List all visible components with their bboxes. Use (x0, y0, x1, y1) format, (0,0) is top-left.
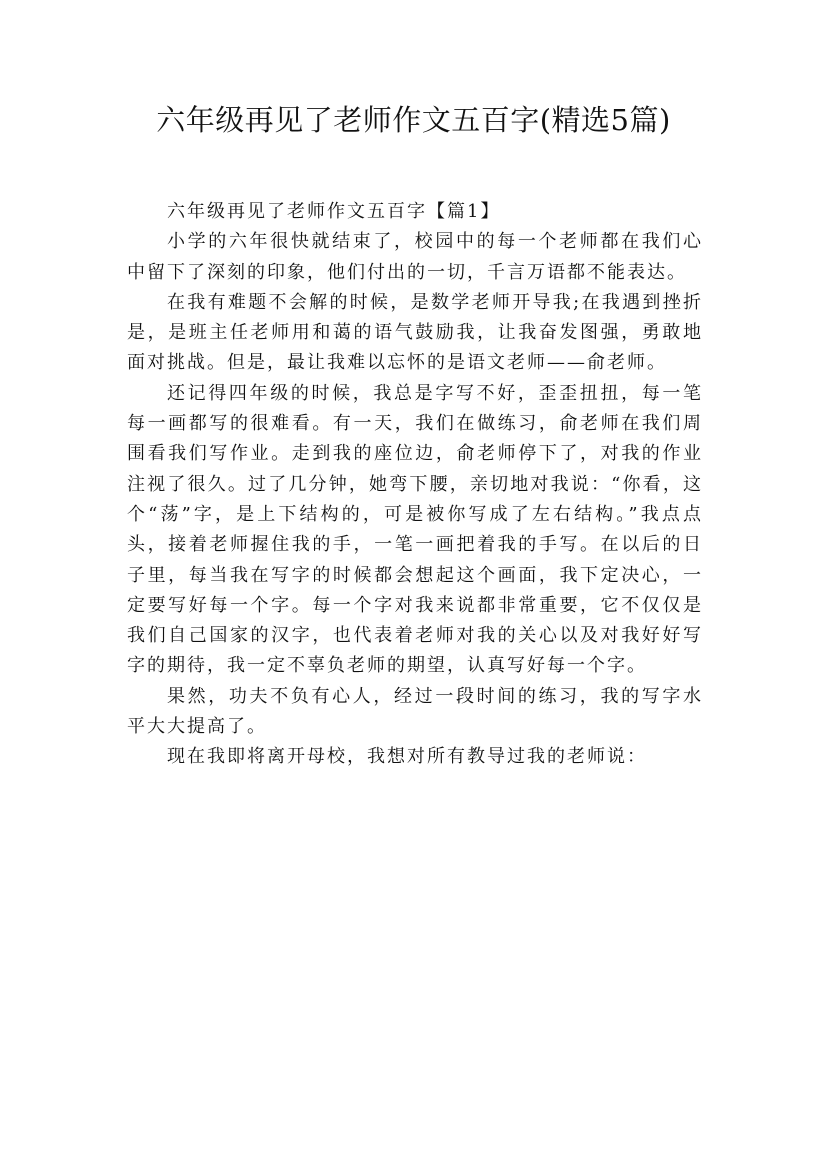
paragraph: 还记得四年级的时候，我总是字写不好，歪歪扭扭，每一笔每一画都写的很难看。有一天，我们在做练习，俞老师在我们周围看我们写作业。走到我的座位边，俞老师停下了，对我的作业注视了很久。过了几分钟，她弯下腰，亲切地对我说：“你看，这个“荡”字，是上下结构的，可是被你写成了左右结构。”我点点头，接着老师握住我的手，一笔一画把着我的手写。在以后的日子里，每当我在写字的时候都会想起这个画面，我下定决心，一定要写好每一个字。每一个字对我来说都非常重要，它不仅仅是我们自己国家的汉字，也代表着老师对我的关心以及对我好好写字的期待，我一定不辜负老师的期望，认真写好每一个字。 (127, 382, 703, 677)
paragraph: 小学的六年很快就结束了，校园中的每一个老师都在我们心中留下了深刻的印象，他们付出的一切，千言万语都不能表达。 (127, 231, 703, 283)
paragraph: 果然，功夫不负有心人，经过一段时间的练习，我的写字水平大大提高了。 (127, 685, 703, 738)
document-body (127, 197, 703, 773)
document-title: 六年级再见了老师作文五百字(精选5篇) (156, 103, 671, 137)
paragraph: 在我有难题不会解的时候，是数学老师开导我;在我遇到挫折是，是班主任老师用和蔼的语气鼓励我，让我奋发图强，勇敢地面对挑战。但是，最让我难以忘怀的是语文老师——俞老师。 (127, 291, 703, 374)
section-heading: 六年级再见了老师作文五百字【篇1】 (167, 201, 501, 222)
paragraph: 现在我即将离开母校，我想对所有教导过我的老师说： (167, 746, 647, 768)
